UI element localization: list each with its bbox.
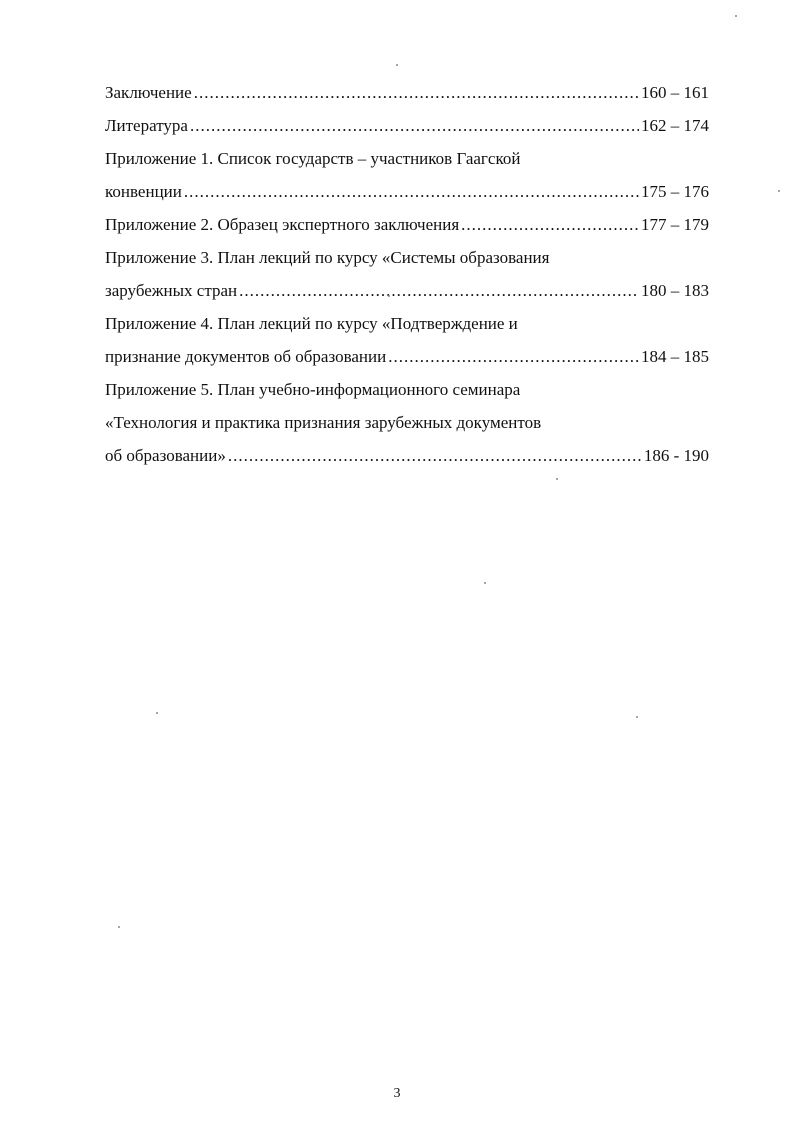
toc-entry-appendix-1-line-2[interactable] xyxy=(105,175,709,208)
toc-entry-pages: 162 – 174 xyxy=(641,116,709,135)
toc-entry-appendix-4-line-1[interactable] xyxy=(105,307,709,340)
toc-entry-title-continuation: зарубежных стран xyxy=(105,281,238,300)
dot-leader xyxy=(184,175,639,208)
toc-entry-title: Приложение 5. План учебно-информационного семинара xyxy=(105,380,521,399)
scan-speck xyxy=(778,190,780,192)
toc-entry-pages: 186 - 190 xyxy=(643,446,709,465)
toc-entry-appendix-5-line-2[interactable] xyxy=(105,406,709,439)
toc-entry-appendix-3-line-1[interactable] xyxy=(105,241,709,274)
dot-leader xyxy=(388,340,639,373)
toc-entry-appendix-1-line-1[interactable] xyxy=(105,142,709,175)
toc-entry-pages: 160 – 161 xyxy=(641,83,709,102)
toc-entry-title: Приложение 4. План лекций по курсу «Подтверждение и xyxy=(105,314,518,333)
toc-entry-title-continuation: «Технология и практика признания зарубежных документов xyxy=(105,413,542,432)
toc-entry-pages: 184 – 185 xyxy=(641,347,709,366)
scan-speck xyxy=(118,926,120,928)
toc-entry-title-continuation: об образовании» xyxy=(105,446,226,465)
toc-entry-title: Приложение 1. Список государств – участников Гаагской xyxy=(105,149,521,168)
toc-entry-pages: 177 – 179 xyxy=(641,215,709,234)
toc-entry-appendix-3-line-2[interactable] xyxy=(105,274,709,307)
dot-leader xyxy=(194,76,639,109)
toc-entry-conclusion[interactable] xyxy=(105,76,709,109)
scan-speck xyxy=(156,712,158,714)
scan-speck xyxy=(636,716,638,718)
toc-entry-appendix-5-line-3[interactable] xyxy=(105,439,709,472)
toc-entry-pages: 175 – 176 xyxy=(641,182,709,201)
scan-speck xyxy=(484,582,486,584)
page-number: 3 xyxy=(393,1086,401,1101)
toc-entry-title-continuation: признание документов об образовании xyxy=(105,347,387,366)
dot-leader xyxy=(228,439,642,472)
dot-leader xyxy=(461,208,639,241)
toc-entry-title: Литература xyxy=(105,116,188,135)
dot-leader xyxy=(190,109,639,142)
toc-entry-appendix-5-line-1[interactable] xyxy=(105,373,709,406)
scan-speck xyxy=(735,15,737,17)
toc-entry-title: Приложение 3. План лекций по курсу «Системы образования xyxy=(105,248,550,267)
table-of-contents xyxy=(105,76,709,472)
toc-entry-title: Приложение 2. Образец экспертного заключения xyxy=(105,215,460,234)
toc-entry-title: Заключение xyxy=(105,83,192,102)
toc-entry-appendix-2[interactable] xyxy=(105,208,709,241)
scan-speck xyxy=(396,64,398,66)
scan-speck xyxy=(556,478,558,480)
dot-leader xyxy=(239,274,639,307)
scan-speck xyxy=(388,295,390,297)
toc-entry-appendix-4-line-2[interactable] xyxy=(105,340,709,373)
toc-entry-title-continuation: конвенции xyxy=(105,182,182,201)
toc-entry-pages: 180 – 183 xyxy=(641,281,709,300)
toc-entry-literature[interactable] xyxy=(105,109,709,142)
